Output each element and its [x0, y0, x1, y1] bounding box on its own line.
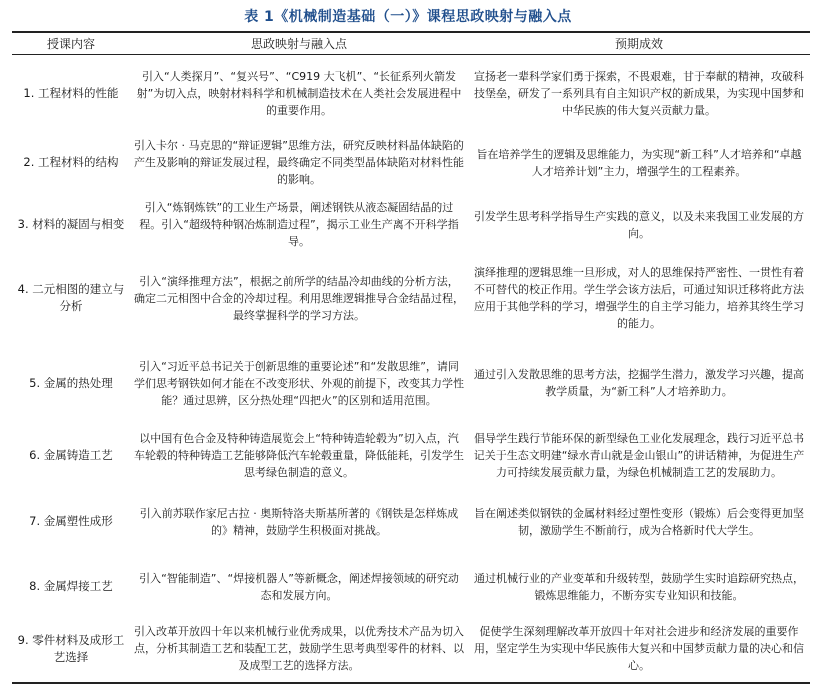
- table-caption: 表 1《机械制造基础（一）》课程思政映射与融入点: [244, 9, 572, 25]
- topic-cell: 7. 金属塑性成形: [29, 514, 113, 528]
- topic-cell: 2. 工程材料的结构: [23, 155, 119, 169]
- mapping-cell: 引入前苏联作家尼古拉 · 奥斯特洛夫斯基所著的《钢铁是怎样炼成的》精神，鼓励学生积极面对挑战。: [139, 506, 459, 537]
- outcome-cell: 通过机械行业的产业变革和升级转型，鼓励学生实时追踪研究热点，锻炼思维能力，不断夯实专业知识和技能。: [474, 571, 804, 602]
- mapping-cell: 引入“习近平总书记关于创新思维的重要论述”和“发散思维”，请同学们思考钢铁如何才能在不改变形状、外观的前提下，改变其力学性能？通过思辨，区分热处理“四把火”的区别和适用范围。: [134, 359, 464, 407]
- topic-cell: 5. 金属的热处理: [29, 375, 113, 390]
- column-header-outcome: 预期成效: [614, 37, 663, 51]
- mapping-cell: 引入“人类探月”、“复兴号”、“C919 大飞机”、“长征系列火箭发射”为切入点，映射材料科学和机械制造技术在人类社会发展进程中的重要作用。: [136, 69, 462, 117]
- course-mapping-table: [12, 31, 810, 684]
- outcome-cell: 宣扬老一辈科学家们勇于探索，不畏艰难，甘于奉献的精神，攻破科技堡垒，研发了一系列具有自主知识产权的新成果，为实现中国梦和中华民族的伟大复兴贡献力量。: [474, 69, 804, 117]
- topic-cell: 3. 材料的凝固与相变: [17, 217, 125, 231]
- outcome-cell: 旨在培养学生的逻辑及思维能力，为实现“新工科”人才培养和“卓越人才培养计划”主力，增强学生的工程素养。: [476, 147, 802, 178]
- mapping-cell: 引入“演绎推理方法”，根据之前所学的结晶冷却曲线的分析方法，确定二元相图中合金的冷却过程。利用思维逻辑推导合金结晶过程，最终掌握科学的学习方法。: [134, 274, 464, 322]
- column-header-topic: 授课内容: [46, 37, 95, 51]
- table-row: [12, 132, 810, 194]
- table-row: [12, 616, 810, 683]
- mapping-cell: 引入“智能制造”、“焊接机器人”等新概念，阐述焊接领域的研究动态和发展方向。: [139, 571, 459, 602]
- outcome-cell: 演绎推理的逻辑思维一旦形成，对人的思维保持严密性、一贯性有着不可替代的校正作用。学生学会该方法后，可通过知识迁移将此方法应用于其他学科的学习，增强学生的自主学习能力，培养其终生学习的能力。: [474, 266, 804, 330]
- outcome-cell: 旨在阐述类似钢铁的金属材料经过塑性变形（锻炼）后会变得更加坚韧，激励学生不断前行，成为合格新时代大学生。: [474, 506, 804, 537]
- table-row: [12, 426, 810, 486]
- topic-cell: 4. 二元相图的建立与分析: [17, 282, 125, 313]
- outcome-cell: 倡导学生践行节能环保的新型绿色工业化发展理念，践行习近平总书记关于生态文明建“绿水青山就是金山银山”的讲话精神，为促进生产力可持续发展贡献力量，为绿色机械制造工艺的发展助力。: [473, 432, 805, 479]
- topic-cell: 6. 金属铸造工艺: [29, 448, 113, 462]
- outcome-cell: 通过引入发散思维的思考方法，挖掘学生潜力，激发学习兴趣，提高教学质量，为“新工科”人才培养助力。: [474, 368, 804, 398]
- mapping-cell: 引入卡尔 · 马克思的“辩证逻辑”思维方法，研究反映材料晶体缺陷的产生及影响的辩证发展过程，最终确定不同类型晶体缺陷对材料性能的影响。: [134, 139, 464, 186]
- mapping-cell: 以中国有色合金及特种铸造展览会上“特种铸造轮毂为”切入点，汽车轮毂的特种铸造工艺能够降低汽车轮毂重量，降低能耗，引发学生思考绿色制造的意义。: [134, 432, 464, 479]
- table-row: [12, 341, 810, 426]
- table-row: [12, 256, 810, 341]
- topic-cell: 1. 工程材料的性能: [23, 85, 119, 100]
- mapping-cell: 引入“炼钢炼铁”的工业生产场景，阐述钢铁从液态凝固结晶的过程。引入“超级特种钢冶炼制造过程”，揭示工业生产离不开科学指导。: [139, 201, 459, 248]
- outcome-cell: 促使学生深刻理解改革开放四十年对社会进步和经济发展的重要作用，坚定学生为实现中华民族伟大复兴和中国梦贡献力量的决心和信心。: [474, 625, 804, 672]
- topic-cell: 9. 零件材料及成形工艺选择: [17, 632, 125, 664]
- table-row: [12, 486, 810, 558]
- outcome-cell: 引发学生思考科学指导生产实践的意义，以及未来我国工业发展的方向。: [474, 209, 804, 240]
- column-header-mapping: 思政映射与融入点: [250, 37, 347, 51]
- table-row: [12, 55, 810, 132]
- table-header-row: [12, 32, 810, 55]
- mapping-cell: 引入改革开放四十年以来机械行业优秀成果，以优秀技术产品为切入点，分析其制造工艺和装配工艺，鼓励学生思考典型零件的材料、以及成型工艺的选择方法。: [134, 625, 464, 672]
- table-row: [12, 558, 810, 616]
- table-row: [12, 194, 810, 256]
- topic-cell: 8. 金属焊接工艺: [29, 579, 113, 593]
